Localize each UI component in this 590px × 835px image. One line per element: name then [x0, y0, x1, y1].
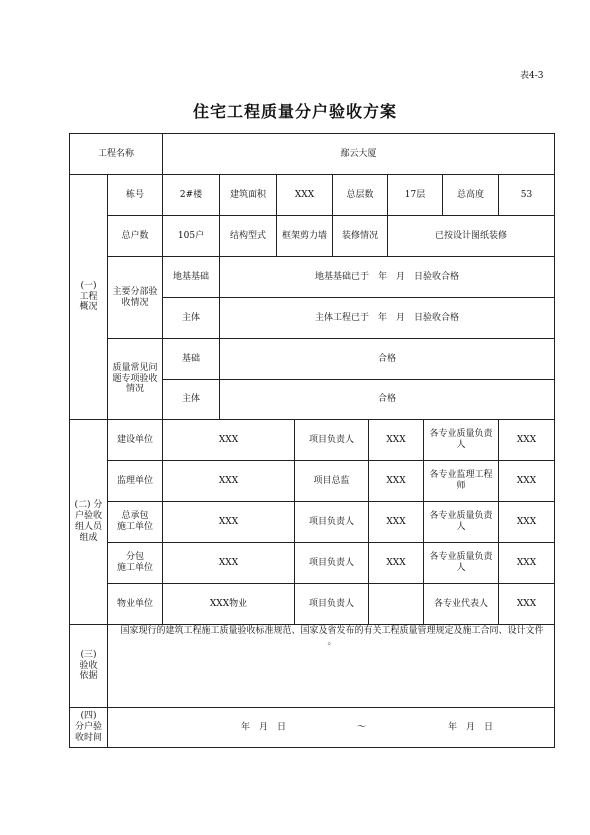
team-unit-label: 总承包 施工单位: [107, 501, 163, 543]
team-unit-label: 建设单位: [107, 419, 163, 461]
team-role-label: 项目负责人: [294, 419, 369, 461]
team-person-value: XXX: [368, 419, 424, 461]
basis-text: 国家现行的建筑工程施工质量验收标准规范、国家及省发布的有关工程质量管理规定及施工合同、设计文件 。: [107, 624, 555, 708]
team-person2-value: XXX: [498, 542, 555, 584]
area-label: 建筑面积: [219, 174, 277, 216]
team-unit-name: XXX: [162, 542, 295, 584]
height-value: 53: [498, 174, 555, 216]
team-person2-value: XXX: [498, 501, 555, 543]
team-person-value: XXX: [368, 501, 424, 543]
households-label: 总户数: [107, 215, 163, 257]
floors-label: 总层数: [332, 174, 388, 216]
page-title: 住宅工程质量分户验收方案: [192, 102, 397, 121]
time-tilde: ～: [357, 722, 367, 733]
team-person-value: XXX: [368, 542, 424, 584]
structure-label: 结构型式: [219, 215, 277, 257]
time-end: 年 月 日: [448, 722, 494, 733]
team-role2-label: 各专业质量负责 人: [423, 542, 499, 584]
structure-value: 框架剪力墙: [276, 215, 333, 257]
section-basis-label: (三) 验收 依据: [69, 624, 108, 708]
team-unit-name: XXX: [162, 460, 295, 502]
section-time-label: (四) 分户验 收时间: [69, 707, 108, 748]
building-no-value: 2#楼: [162, 174, 220, 216]
team-person2-value: XXX: [498, 583, 555, 625]
team-person-value: [368, 583, 424, 625]
project-name-label: 工程名称: [69, 133, 163, 175]
households-value: 105户: [162, 215, 220, 257]
time-start: 年 月 日: [241, 722, 287, 733]
team-unit-label: 监理单位: [107, 460, 163, 502]
team-role-label: 项目负责人: [294, 542, 369, 584]
area-value: XXX: [276, 174, 333, 216]
project-name-value: 鄢云大厦: [162, 133, 555, 175]
foundation-label: 地基基础: [162, 256, 220, 298]
height-label: 总高度: [442, 174, 499, 216]
quality-base-value: 合格: [219, 338, 555, 380]
form-number: 表4-3: [520, 71, 544, 81]
building-no-label: 栋号: [107, 174, 163, 216]
main-structure-value: 主体工程已于 年 月 日验收合格: [219, 297, 555, 339]
main-structure-label: 主体: [162, 297, 220, 339]
section-team-label: (二) 分 户验收 组人员 组成: [69, 419, 108, 625]
decoration-value: 已按设计图纸装修: [387, 215, 555, 257]
acceptance-time-row: [107, 707, 555, 748]
team-unit-name: XXX: [162, 419, 295, 461]
decoration-label: 装修情况: [332, 215, 388, 257]
team-person2-value: XXX: [498, 419, 555, 461]
floors-value: 17层: [387, 174, 443, 216]
team-unit-label: 物业单位: [107, 583, 163, 625]
team-role2-label: 各专业代表人: [423, 583, 499, 625]
foundation-value: 地基基础已于 年 月 日验收合格: [219, 256, 555, 298]
team-unit-name: XXX物业: [162, 583, 295, 625]
team-person2-value: XXX: [498, 460, 555, 502]
sub-acceptance-label: 主要分部验 收情况: [107, 256, 163, 339]
team-person-value: XXX: [368, 460, 424, 502]
team-role2-label: 各专业质量负责 人: [423, 501, 499, 543]
team-unit-name: XXX: [162, 501, 295, 543]
section-overview-label: (一) 工程 概况: [69, 174, 108, 420]
team-role2-label: 各专业质量负责 人: [423, 419, 499, 461]
team-role-label: 项目负责人: [294, 501, 369, 543]
quality-main-label: 主体: [162, 379, 220, 420]
team-role-label: 项目总监: [294, 460, 369, 502]
team-role-label: 项目负责人: [294, 583, 369, 625]
quality-main-value: 合格: [219, 379, 555, 420]
quality-issues-label: 质量常见问 题专项验收 情况: [107, 338, 163, 420]
team-unit-label: 分包 施工单位: [107, 542, 163, 584]
quality-base-label: 基础: [162, 338, 220, 380]
team-role2-label: 各专业监理工程 师: [423, 460, 499, 502]
